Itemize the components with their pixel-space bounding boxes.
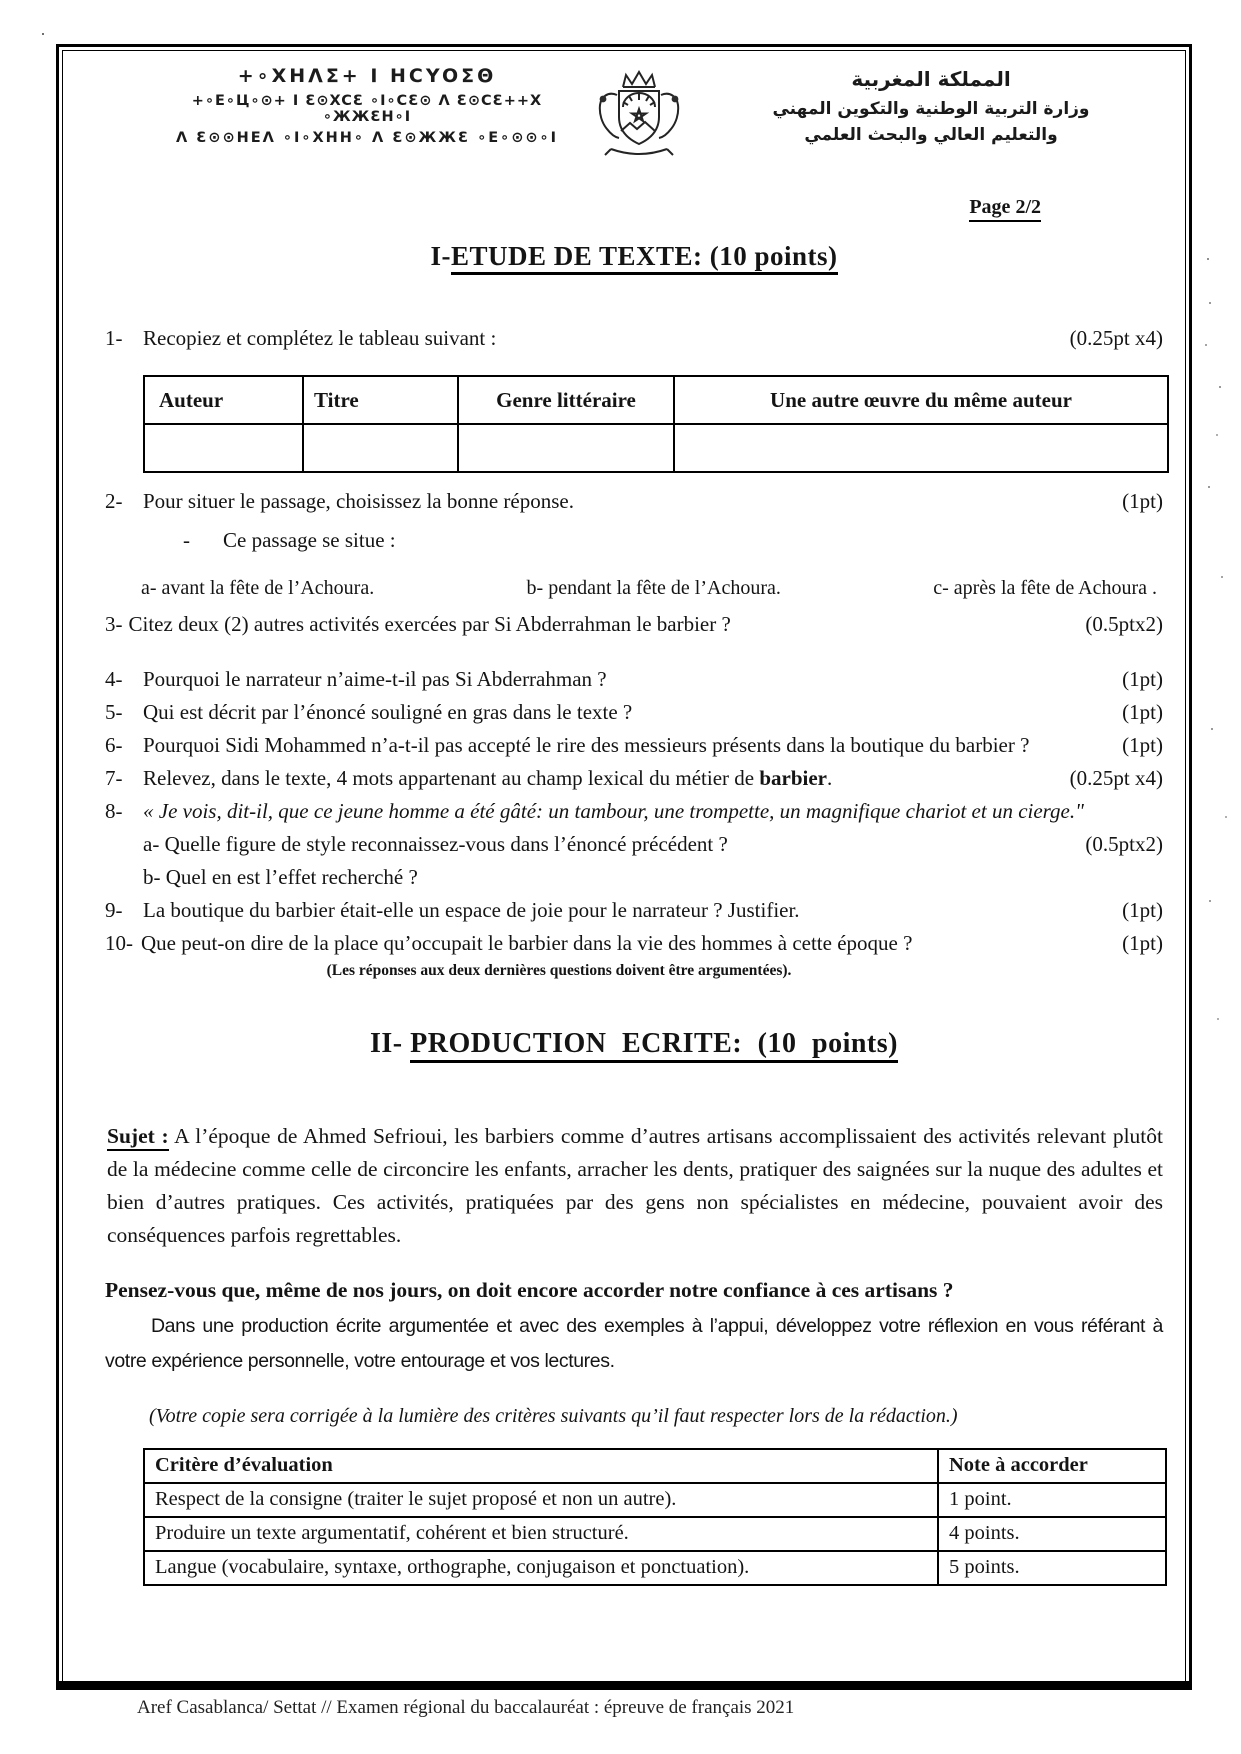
- tifinagh-text-block: [157, 65, 577, 146]
- question-text: Citez deux (2) autres activités exercées par Si Abderrahman le barbier ?: [128, 612, 731, 636]
- question-text: a- Quelle figure de style reconnaissez-vous dans l’énoncé précédent ?: [143, 832, 728, 856]
- criteria-cell: Produire un texte argumentatif, cohérent et bien structuré.: [144, 1517, 938, 1551]
- empty-cell: [144, 424, 303, 472]
- note-cell: 4 points.: [938, 1517, 1166, 1551]
- question-text: b- Quel en est l’effet recherché ?: [143, 865, 418, 889]
- points-label: (1pt): [1122, 733, 1163, 757]
- arabic-text-block: [699, 65, 1163, 145]
- question-number: 10-: [105, 931, 133, 955]
- question-number: 4-: [105, 667, 123, 691]
- question-7: [105, 762, 1163, 795]
- points-label: (1pt): [1122, 667, 1163, 691]
- points-label: (0.25pt x4): [1069, 326, 1163, 350]
- option-c: c- après la fête de Achoura .: [933, 577, 1157, 599]
- question-8-quote: [105, 795, 1163, 828]
- question-5: [105, 696, 1163, 729]
- section1-title-main: ETUDE DE TEXTE: (10 points): [451, 241, 838, 275]
- option-a: a- avant la fête de l’Achoura.: [141, 577, 375, 599]
- question-number: 9-: [105, 898, 123, 922]
- points-label: (0.5ptx2): [1085, 612, 1163, 636]
- col-critere: Critère d’évaluation: [144, 1449, 938, 1483]
- col-note: Note à accorder: [938, 1449, 1166, 1483]
- question-1: [105, 322, 1163, 355]
- question-number: 8-: [105, 799, 123, 823]
- tifinagh-line: +∘E∘Ц∘⊙+ Ι Ɛ⊙XCƐ ∘Ι∘CƐ⊙ Λ Ɛ⊙CƐ++X ∘ЖЖƐH∘Ι: [191, 93, 543, 125]
- question-3: [105, 608, 1163, 641]
- criteria-row: [144, 1517, 1166, 1551]
- essay-question: Pensez-vous que, même de nos jours, on doit encore accorder notre confiance à ces artisans ?: [105, 1277, 954, 1302]
- section1-title-prefix: I-: [430, 241, 451, 271]
- points-label: (0.25pt x4): [1069, 766, 1163, 790]
- question-10: [105, 927, 1163, 960]
- question-text: Relevez, dans le texte, 4 mots appartenant au champ lexical du métier de: [143, 766, 760, 790]
- criteria-row: [144, 1483, 1166, 1517]
- sub-text: Ce passage se situe :: [223, 528, 396, 552]
- question-number: 5-: [105, 700, 123, 724]
- question-9: [105, 894, 1163, 927]
- question-number: 3-: [105, 612, 123, 636]
- question-text-bold: barbier: [759, 766, 827, 790]
- tifinagh-line: +∘XHΛΣ+ Ι HCYOΣΘ: [237, 65, 497, 87]
- argumentation-note: (Les réponses aux deux dernières questions doivent être argumentées).: [326, 962, 792, 979]
- col-genre: Genre littéraire: [458, 376, 674, 424]
- col-titre: Titre: [303, 376, 458, 424]
- empty-cell: [303, 424, 458, 472]
- section2-title-prefix: II-: [370, 1028, 403, 1059]
- section1-title: [105, 241, 1163, 272]
- criteria-cell: Respect de la consigne (traiter le sujet proposé et non un autre).: [144, 1483, 938, 1517]
- author-table-empty-row: [144, 424, 1168, 472]
- section2-title-main: PRODUCTION ECRITE: (10 points): [410, 1028, 898, 1063]
- note-cell: 1 point.: [938, 1483, 1166, 1517]
- moroccan-coat-of-arms-icon: [585, 65, 695, 170]
- sujet-label: Sujet :: [107, 1124, 169, 1151]
- question-number: 2-: [105, 489, 123, 513]
- arabic-line-ministry: وزارة التربية الوطنية والتكوين المهني: [772, 99, 1090, 119]
- question-text: Que peut-on dire de la place qu’occupait le barbier dans la vie des hommes à cette époque ?: [141, 931, 913, 955]
- author-table-header-row: [144, 376, 1168, 424]
- arabic-line-kingdom: المملكة المغربية: [851, 67, 1011, 91]
- question-8a: [105, 828, 1163, 861]
- question-2: [105, 485, 1163, 518]
- question-text: .: [827, 766, 833, 790]
- question-2-options: [141, 577, 1157, 600]
- note-cell: 5 points.: [938, 1551, 1166, 1585]
- question-8b: [105, 861, 1163, 894]
- points-label: (1pt): [1122, 931, 1163, 955]
- question-text: Pour situer le passage, choisissez la bonne réponse.: [143, 489, 574, 513]
- letterhead: [105, 65, 1163, 170]
- criteria-cell: Langue (vocabulaire, syntaxe, orthographe, conjugaison et ponctuation).: [144, 1551, 938, 1585]
- option-b: b- pendant la fête de l’Achoura.: [526, 577, 781, 599]
- criteria-row: [144, 1551, 1166, 1585]
- question-text: La boutique du barbier était-elle un espace de joie pour le narrateur ? Justifier.: [143, 898, 800, 922]
- question-4: [105, 663, 1163, 696]
- page-frame: [62, 50, 1186, 1684]
- scan-noise: [1207, 258, 1209, 260]
- instruction-text: Dans une production écrite argumentée et avec des exemples à l’appui, développez votre réflexion en vous référant à votre expérience personnelle, votre entourage et vos lectures.: [105, 1314, 1163, 1372]
- sujet-text: A l’époque de Ahmed Sefrioui, les barbiers comme d’autres artisans accomplissaient des activités relevant plutôt de la médecine comme celle de circoncire les enfants, arracher les dents, pratiquer des saignées sur la nuque des adultes et bien d’autres pratiques. Ces activités, pratiquées par des gens non spécialistes en médecine, pouvaient avoir des conséquences parfois regrettables.: [107, 1124, 1164, 1247]
- question-2-sub: [183, 528, 1163, 553]
- question-text: Recopiez et complétez le tableau suivant :: [143, 326, 497, 350]
- points-label: (1pt): [1122, 700, 1163, 724]
- footer-text: Aref Casablanca/ Settat // Examen régional du baccalauréat : épreuve de français 2021: [137, 1697, 795, 1718]
- col-autre-oeuvre: Une autre œuvre du même auteur: [674, 376, 1168, 424]
- section2-title: [105, 1028, 1163, 1060]
- dash: -: [183, 528, 190, 552]
- correction-note: (Votre copie sera corrigée à la lumière des critères suivants qu’il faut respecter lors de la rédaction.): [149, 1404, 958, 1427]
- question-number: 6-: [105, 733, 123, 757]
- question-text: Pourquoi Sidi Mohammed n’a-t-il pas accepté le rire des messieurs présents dans la boutique du barbier ?: [143, 733, 1030, 757]
- tifinagh-line: Λ Ɛ⊙⊙HEΛ ∘Ι∘XHH∘ Λ Ɛ⊙ЖЖƐ ∘E∘⊙⊙∘Ι: [175, 130, 559, 146]
- question-6: [105, 729, 1163, 762]
- empty-cell: [674, 424, 1168, 472]
- scan-noise: [42, 33, 44, 35]
- question-text: Pourquoi le narrateur n’aime-t-il pas Si Abderrahman ?: [143, 667, 607, 691]
- arabic-line-education: والتعليم العالي والبحث العلمي: [804, 125, 1058, 145]
- points-label: (0.5ptx2): [1085, 832, 1163, 856]
- criteria-table: [143, 1448, 1167, 1586]
- sujet-paragraph: [107, 1120, 1163, 1252]
- col-auteur: Auteur: [144, 376, 303, 424]
- empty-cell: [458, 424, 674, 472]
- page-number: Page 2/2: [105, 196, 1041, 219]
- points-label: (1pt): [1122, 489, 1163, 513]
- quoted-text: « Je vois, dit-il, que ce jeune homme a été gâté: un tambour, une trompette, un magnifique chariot et un cierge.": [143, 799, 1084, 823]
- question-text: Qui est décrit par l’énoncé souligné en gras dans le texte ?: [143, 700, 633, 724]
- criteria-header-row: [144, 1449, 1166, 1483]
- question-number: 7-: [105, 766, 123, 790]
- author-table: [143, 375, 1169, 473]
- question-number: 1-: [105, 326, 123, 350]
- points-label: (1pt): [1122, 898, 1163, 922]
